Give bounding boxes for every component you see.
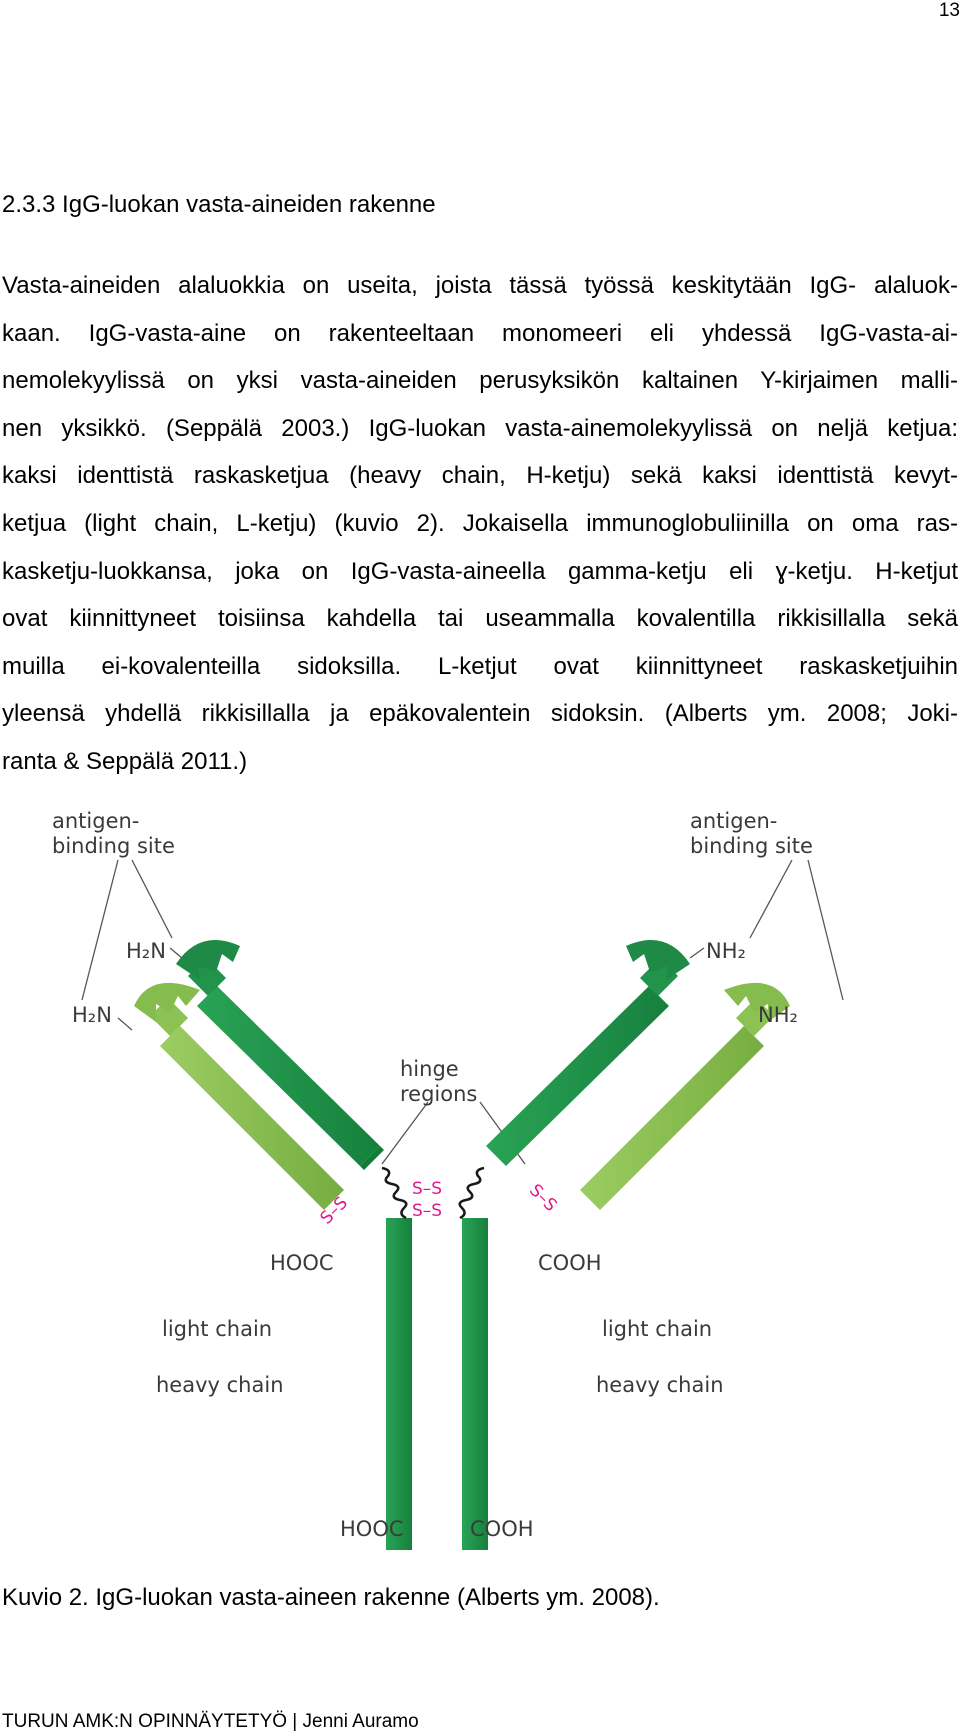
h2n-label-heavy: H₂N xyxy=(126,939,166,963)
disulfide-bond: S–S xyxy=(412,1179,443,1199)
paragraph-line: muilla ei-kovalenteilla sidoksilla. L-ketjut ovat kiinnittyneet raskasketjuihin xyxy=(2,652,958,680)
disulfide-bonds xyxy=(317,1179,561,1229)
pointer-lines xyxy=(82,860,843,1164)
paragraph-line: kaan. IgG-vasta-aine on rakenteeltaan monomeeri eli yhdessä IgG-vasta-ai- xyxy=(2,319,958,347)
paragraph-line: kaksi identtistä raskasketjua (heavy chain, H-ketju) sekä kaksi identtistä kevyt- xyxy=(2,462,958,490)
antigen-site-label-right-1: antigen- xyxy=(690,809,778,833)
antibody-figure xyxy=(0,800,960,1560)
paragraph-line: nen yksikkö. (Seppälä 2003.) IgG-luokan vasta-ainemolekyylissä on neljä ketjua: xyxy=(2,414,958,442)
disulfide-bond: S–S xyxy=(316,1193,352,1229)
hooc-heavy-label: HOOC xyxy=(340,1517,404,1541)
heavy-chain-label-right: heavy chain xyxy=(596,1373,724,1397)
figure-caption: Kuvio 2. IgG-luokan vasta-aineen rakenne (Alberts ym. 2008). xyxy=(2,1584,660,1611)
cooh-light-label: COOH xyxy=(538,1251,602,1275)
heavy-chain-stem-left xyxy=(386,1218,412,1550)
page-number: 13 xyxy=(938,0,960,21)
h2n-label-light: H₂N xyxy=(72,1003,112,1027)
heavy-chain-stem-right xyxy=(462,1218,488,1550)
light-chain-label-right: light chain xyxy=(602,1317,713,1341)
section-heading: 2.3.3 IgG-luokan vasta-aineiden rakenne xyxy=(2,191,436,218)
body-paragraph xyxy=(2,262,958,786)
page-footer: TURUN AMK:N OPINNÄYTETYÖ | Jenni Auramo xyxy=(2,1711,419,1732)
paragraph-line: kasketju-luokkansa, joka on IgG-vasta-aineella gamma-ketju eli ɣ-ketju. H-ketjut xyxy=(2,557,958,585)
antigen-site-label-left-2: binding site xyxy=(52,834,175,858)
paragraph-line: nemolekyylissä on yksi vasta-aineiden perusyksikön kaltainen Y-kirjaimen malli- xyxy=(2,367,958,395)
nh2-label-heavy: NH₂ xyxy=(706,939,746,963)
paragraph-line: yleensä yhdellä rikkisillalla ja epäkovalentein sidoksin. (Alberts ym. 2008; Joki- xyxy=(2,700,958,728)
hooc-light-label: HOOC xyxy=(270,1251,334,1275)
paragraph-line: ovat kiinnittyneet toisiinsa kahdella tai useammalla kovalentilla rikkisillalla sekä xyxy=(2,605,958,633)
hinge-label-2: regions xyxy=(400,1082,478,1106)
paragraph-line: ketjua (light chain, L-ketju) (kuvio 2). Jokaisella immunoglobuliinilla on oma ras- xyxy=(2,509,958,537)
disulfide-bond: S–S xyxy=(412,1201,443,1221)
paragraph-line: ranta & Seppälä 2011.) xyxy=(2,747,248,775)
light-chain-label-left: light chain xyxy=(162,1317,273,1341)
hinge-label-1: hinge xyxy=(400,1057,459,1081)
disulfide-bond: S–S xyxy=(525,1180,561,1216)
paragraph-line: Vasta-aineiden alaluokkia on useita, joista tässä työssä keskitytään IgG- alaluok- xyxy=(2,272,958,299)
igg-structure-diagram xyxy=(0,800,960,1560)
antigen-site-label-left-1: antigen- xyxy=(52,809,140,833)
heavy-chain-label-left: heavy chain xyxy=(156,1373,284,1397)
nh2-label-light: NH₂ xyxy=(758,1003,798,1027)
cooh-heavy-label: COOH xyxy=(470,1517,534,1541)
antigen-site-label-right-2: binding site xyxy=(690,834,813,858)
